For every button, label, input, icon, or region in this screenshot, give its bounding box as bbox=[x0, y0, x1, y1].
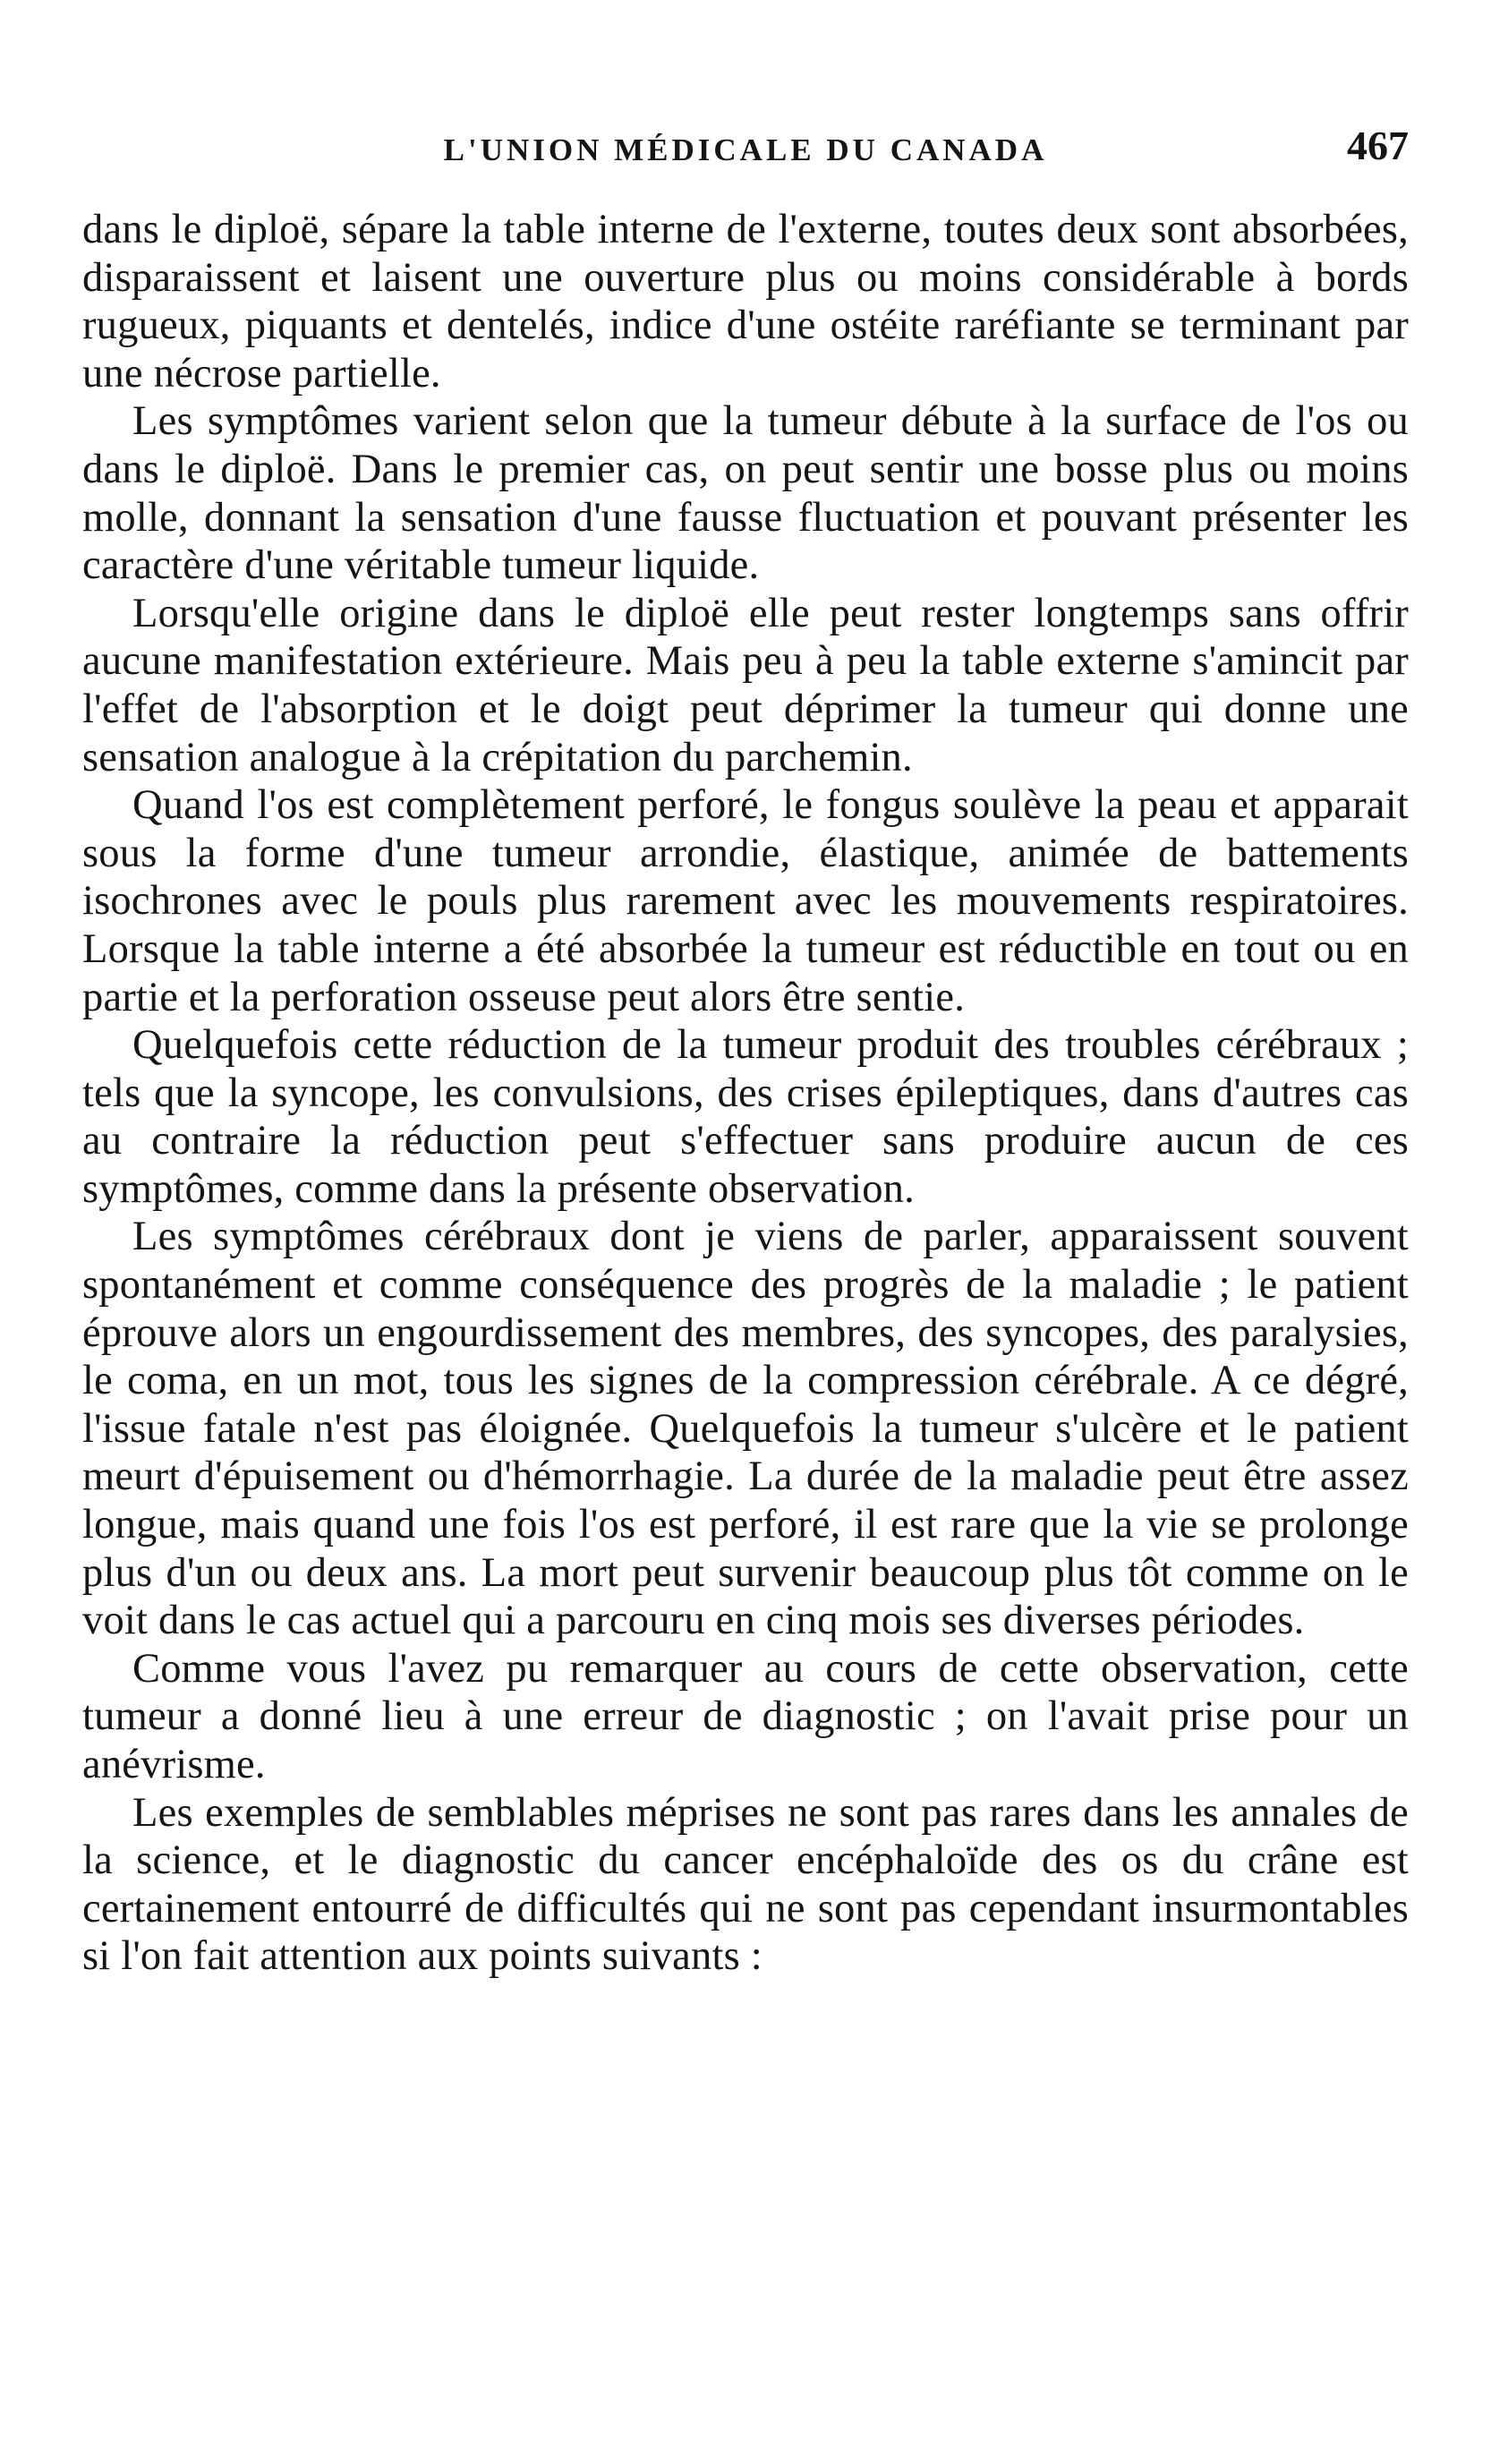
paragraph-symptoms: Les symptômes varient selon que la tumeur débute à la surface de l'os ou dans le diploë. Dans le premier cas, on peut sentir une bosse plus ou moins molle, donnant la sensation d'une fausse fluctuation et pouvant présenter les caractère d'une véritable tumeur liquide. bbox=[82, 398, 1409, 589]
page-number: 467 bbox=[1347, 123, 1409, 168]
running-title: L'UNION MÉDICALE DU CANADA bbox=[443, 132, 1048, 167]
paragraph-diagnostic-error: Comme vous l'avez pu remarquer au cours de cette observation, cette tumeur a donné lieu à une erreur de diagnostic ; on l'avait prise pour un anévrisme. bbox=[82, 1645, 1409, 1787]
paragraph-examples: Les exemples de semblables méprises ne sont pas rares dans les annales de la science, et le diagnostic du cancer encéphaloïde des os du crâne est certainement entourré de difficultés qui ne sont pas cependant insurmontables si l'on fait attention aux points suivants : bbox=[82, 1789, 1409, 1980]
running-head bbox=[82, 118, 1409, 181]
paragraph-continuation: dans le diploë, sépare la table interne de l'externe, toutes deux sont absorbées, disparaissent et laisent une ouverture plus ou moins considérable à bords rugueux, piquants et dentelés, indice d'une ostéite raréfiante se terminant par une nécrose partielle. bbox=[82, 207, 1409, 396]
paragraph-cerebral-symptoms: Les symptômes cérébraux dont je viens de parler, apparaissent souvent spontanément et comme conséquence des progrès de la maladie ; le patient éprouve alors un engourdissement des membres, des syncopes, des paralysies, le coma, en un mot, tous les signes de la compression cérébrale. A ce dégré, l'issue fatale n'est pas éloignée. Quelquefois la tumeur s'ulcère et le patient meurt d'épuisement ou d'hémorrhagie. La durée de la maladie peut être assez longue, mais quand une fois l'os est perforé, il est rare que la vie se prolonge plus d'un ou deux ans. La mort peut survenir beaucoup plus tôt comme on le voit dans le cas actuel qui a parcouru en cinq mois ses diverses périodes. bbox=[82, 1214, 1409, 1644]
paragraph-perforation: Quand l'os est complètement perforé, le fongus soulève la peau et apparait sous la forme d'une tumeur arrondie, élastique, animée de battements isochrones avec le pouls plus rarement avec les mouvements respiratoires. Lorsque la table interne a été absorbée la tumeur est réductible en tout ou en partie et la perforation osseuse peut alors être sentie. bbox=[82, 782, 1409, 1020]
paragraph-cerebral-troubles: Quelquefois cette réduction de la tumeur produit des troubles cérébraux ; tels que la syncope, les convulsions, des crises épileptiques, dans d'autres cas au contraire la réduction peut s'effectuer sans produire aucun de ces symptômes, comme dans la présente observation. bbox=[82, 1022, 1409, 1212]
paragraph-diploe-origin: Lorsqu'elle origine dans le diploë elle peut rester longtemps sans offrir aucune manifestation extérieure. Mais peu à peu la table externe s'amincit par l'effet de l'absorption et le doigt peut déprimer la tumeur qui donne une sensation analogue à la crépitation du parchemin. bbox=[82, 590, 1409, 780]
body-text bbox=[82, 206, 1409, 1981]
